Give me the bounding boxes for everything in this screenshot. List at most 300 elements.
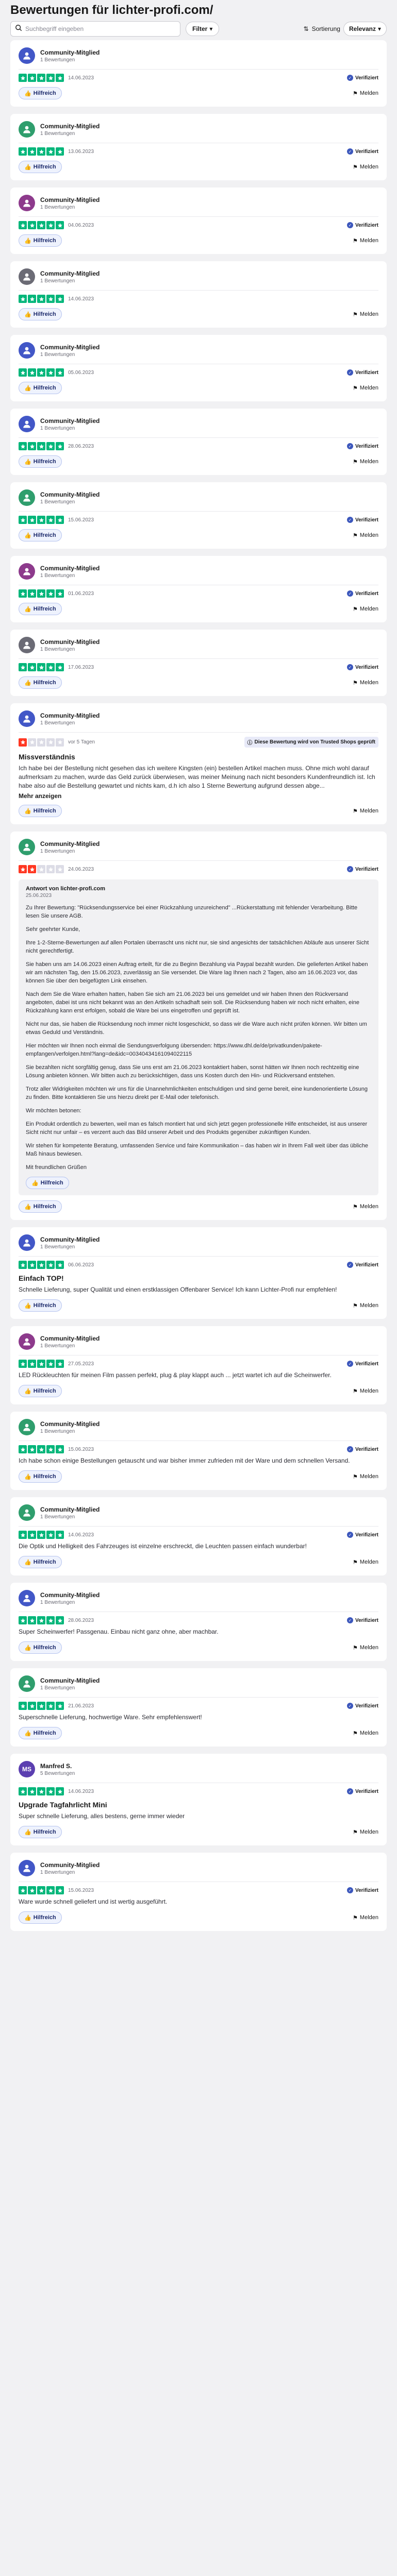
report-link[interactable] — [353, 238, 378, 244]
reviewer-name[interactable]: Community-Mitglied — [40, 1861, 100, 1869]
flag-icon: ⚑ — [353, 238, 358, 244]
avatar[interactable] — [19, 839, 35, 855]
rating-stars — [19, 221, 64, 229]
star-icon — [28, 1360, 36, 1368]
avatar[interactable] — [19, 1419, 35, 1435]
divider — [19, 1697, 378, 1698]
avatar[interactable] — [19, 1234, 35, 1251]
review-actions — [19, 234, 378, 247]
check-icon: ✓ — [347, 1703, 353, 1709]
star-icon — [37, 1787, 45, 1795]
verified-badge[interactable] — [347, 1788, 378, 1794]
sort-select[interactable] — [343, 22, 387, 36]
helpful-button[interactable] — [19, 805, 62, 817]
helpful-button[interactable] — [19, 1299, 62, 1312]
star-icon — [19, 1261, 27, 1269]
report-label: Melden — [359, 1388, 378, 1394]
avatar[interactable] — [19, 195, 35, 211]
avatar[interactable] — [19, 1675, 35, 1692]
reviewer-name[interactable]: Community-Mitglied — [40, 1676, 100, 1684]
helpful-button[interactable] — [19, 455, 62, 468]
report-link[interactable] — [353, 808, 378, 815]
rating-stars — [19, 1616, 64, 1624]
star-icon — [56, 1616, 64, 1624]
thumbs-up-icon: 👍 — [24, 90, 31, 97]
report-label: Melden — [359, 238, 378, 244]
reply-paragraph: Sie haben uns am 14.06.2023 einen Auftrag erteilt, für die zu Beginn Bezahlung via Paypal bezahlt wurden. Die gelieferten Artikel haben wir am nächsten Tag, den 15.06.2023, zuverlässig an Sie versendet. Die Ware lag Ihnen nach 2 Tagen, also am 16.06.2023 vor, das können Sie über den beigefügten Link einsehen. — [26, 961, 368, 984]
check-icon: ✓ — [347, 517, 353, 523]
star-icon — [56, 295, 64, 303]
star-icon — [56, 1445, 64, 1453]
verified-label: Verifiziert — [355, 1446, 378, 1452]
reviewer — [40, 1677, 100, 1691]
report-link[interactable] — [353, 311, 378, 318]
review-actions — [19, 1911, 378, 1924]
avatar[interactable] — [19, 637, 35, 653]
review-card — [10, 40, 387, 107]
star-icon — [46, 1616, 55, 1624]
rating-stars — [19, 295, 64, 303]
avatar[interactable] — [19, 342, 35, 359]
reply-helpful-button[interactable] — [26, 1177, 69, 1189]
verified-badge[interactable] — [347, 369, 378, 376]
verified-label: Verifiziert — [355, 1532, 378, 1538]
reply-paragraph: Nach dem Sie die Ware erhalten hatten, haben Sie sich am 21.06.2023 bei uns gemeldet und wir haben Ihnen den Rückversand angeboten, dabei ist uns nicht bekannt was an den Artikeln schadhaft sein soll. Die Rücksendung haben wir noch nicht erhalten, eine Rückzahlung kann erst erfolgen, sobald die Ware bei uns eingetroffen und geprüft ist. — [26, 991, 359, 1014]
reply-author: Antwort von lichter-profi.com — [26, 886, 105, 892]
verified-badge[interactable] — [347, 443, 378, 449]
check-icon: ✓ — [347, 1446, 353, 1452]
review-card — [10, 832, 387, 1220]
helpful-label: Hilfreich — [33, 238, 56, 244]
verified-label: Verifiziert — [355, 148, 378, 155]
thumbs-up-icon: 👍 — [24, 1645, 31, 1651]
divider — [19, 658, 378, 659]
avatar[interactable] — [19, 416, 35, 432]
thumbs-up-icon: 👍 — [24, 459, 31, 465]
avatar[interactable] — [19, 710, 35, 727]
review-count: 1 Bewertungen — [40, 1685, 75, 1691]
review-count: 1 Bewertungen — [40, 1343, 75, 1349]
verified-label: Verifiziert — [355, 443, 378, 449]
reply-paragraph: Mit freundlichen Grüßen — [26, 1164, 87, 1171]
avatar[interactable] — [19, 268, 35, 285]
verified-badge[interactable] — [347, 1532, 378, 1538]
reviewer-name[interactable]: Community-Mitglied — [40, 48, 100, 56]
report-label: Melden — [359, 532, 378, 538]
verified-badge[interactable] — [347, 1361, 378, 1367]
report-label: Melden — [359, 680, 378, 686]
report-link[interactable] — [353, 90, 378, 97]
reviewer — [40, 1506, 100, 1520]
reviewer-name[interactable]: Community-Mitglied — [40, 564, 100, 572]
avatar[interactable] — [19, 489, 35, 506]
review-header — [19, 637, 378, 653]
reviewer-name[interactable]: Community-Mitglied — [40, 490, 100, 498]
thumbs-up-icon: 👍 — [24, 1388, 31, 1395]
star-icon — [28, 1261, 36, 1269]
show-more-link[interactable]: Mehr anzeigen — [19, 792, 62, 800]
verified-badge[interactable] — [347, 1262, 378, 1268]
report-link[interactable] — [353, 459, 378, 465]
verified-badge[interactable] — [347, 1446, 378, 1452]
report-link[interactable] — [353, 1302, 378, 1309]
helpful-label: Hilfreich — [33, 1302, 56, 1309]
reviewer — [40, 1335, 100, 1349]
star-icon — [46, 368, 55, 377]
review-date: 24.06.2023 — [68, 866, 94, 872]
star-icon — [37, 1261, 45, 1269]
avatar[interactable]: MS — [19, 1761, 35, 1777]
review-meta — [19, 663, 378, 671]
flag-icon: ⚑ — [353, 808, 358, 815]
star-icon — [28, 1886, 36, 1894]
helpful-button[interactable] — [19, 676, 62, 689]
star-icon — [28, 865, 36, 873]
review-actions — [19, 529, 378, 541]
star-icon — [46, 1261, 55, 1269]
star-icon — [56, 1702, 64, 1710]
avatar[interactable] — [19, 563, 35, 580]
review-date: 21.06.2023 — [68, 1703, 94, 1709]
star-icon — [19, 1616, 27, 1624]
review-card — [10, 482, 387, 549]
report-link[interactable] — [353, 1829, 378, 1836]
star-icon — [46, 74, 55, 82]
review-header — [19, 489, 378, 506]
verified-badge[interactable] — [347, 517, 378, 523]
reviewer-name[interactable]: Community-Mitglied — [40, 417, 100, 425]
report-label: Melden — [359, 1302, 378, 1309]
helpful-button[interactable] — [19, 382, 62, 394]
rating-stars — [19, 368, 64, 377]
review-date: 17.06.2023 — [68, 664, 94, 670]
star-icon — [56, 1261, 64, 1269]
filter-label: Filter — [192, 25, 208, 32]
review-header — [19, 342, 378, 359]
star-icon — [28, 1616, 36, 1624]
rating-stars — [19, 1261, 64, 1269]
review-card — [10, 1412, 387, 1490]
helpful-button[interactable] — [19, 1727, 62, 1739]
thumbs-up-icon: 👍 — [24, 164, 31, 171]
review-date: 04.06.2023 — [68, 222, 94, 228]
flag-icon: ⚑ — [353, 1645, 358, 1651]
review-meta — [19, 737, 378, 748]
star-icon — [46, 295, 55, 303]
helpful-button[interactable] — [19, 234, 62, 247]
star-icon — [28, 663, 36, 671]
reviewer-name[interactable]: Community-Mitglied — [40, 638, 100, 646]
report-link[interactable] — [353, 1473, 378, 1480]
review-meta — [19, 442, 378, 450]
search-box[interactable] — [10, 21, 180, 37]
review-header — [19, 268, 378, 285]
verified-label: Verifiziert — [355, 1703, 378, 1709]
star-icon — [19, 295, 27, 303]
review-header — [19, 1860, 378, 1876]
reply-paragraph: Ein Produkt ordentlich zu bewerten, weil man es falsch montiert hat und sich jetzt gegen professionelle Hilfe entscheidet, ist aus unserer Sicht nicht nur unfair – es verzerrt auch das Bild unserer Arbeit und des Produkts gegenüber zukünftigen Kunden. — [26, 1121, 368, 1136]
flag-icon: ⚑ — [353, 1730, 358, 1737]
star-icon — [56, 663, 64, 671]
star-icon — [56, 589, 64, 598]
reviewer-name[interactable]: Community-Mitglied — [40, 269, 100, 277]
report-label: Melden — [359, 385, 378, 391]
search-input[interactable] — [25, 25, 176, 32]
divider — [19, 437, 378, 438]
reviewer-name[interactable]: Community-Mitglied — [40, 1505, 100, 1513]
reviewer — [40, 1591, 100, 1605]
verified-label: Verifiziert — [355, 1617, 378, 1623]
review-card — [10, 1754, 387, 1845]
avatar[interactable] — [19, 1860, 35, 1876]
verified-label: Verifiziert — [355, 590, 378, 597]
review-header — [19, 1419, 378, 1435]
verified-badge[interactable] — [347, 664, 378, 670]
reviewer-name[interactable]: Community-Mitglied — [40, 1591, 100, 1599]
review-card — [10, 556, 387, 622]
flag-icon: ⚑ — [353, 1204, 358, 1210]
verified-badge[interactable] — [347, 1887, 378, 1893]
review-meta — [19, 1702, 378, 1710]
star-icon — [37, 865, 45, 873]
rating-stars — [19, 1886, 64, 1894]
report-link[interactable] — [353, 532, 378, 539]
helpful-label: Hilfreich — [33, 1204, 56, 1210]
reviewer-name[interactable]: Community-Mitglied — [40, 122, 100, 130]
rating-stars — [19, 1702, 64, 1710]
helpful-label: Hilfreich — [33, 532, 56, 538]
report-link[interactable] — [353, 385, 378, 392]
page-title: Bewertungen für lichter-profi.com/ — [10, 3, 213, 17]
verified-label: Verifiziert — [355, 1361, 378, 1367]
verified-badge[interactable] — [347, 1703, 378, 1709]
report-link[interactable] — [353, 1559, 378, 1566]
review-count: 1 Bewertungen — [40, 204, 75, 210]
reviewer-name[interactable]: Community-Mitglied — [40, 1334, 100, 1342]
star-icon — [28, 74, 36, 82]
review-header — [19, 563, 378, 580]
check-icon: ✓ — [347, 1617, 353, 1623]
review-text: Ware wurde schnell geliefert und ist wertig ausgeführt. — [19, 1898, 168, 1905]
verified-badge[interactable] — [347, 1617, 378, 1623]
check-icon: ✓ — [347, 1532, 353, 1538]
reviewer-name[interactable]: Community-Mitglied — [40, 711, 100, 719]
star-icon — [46, 1445, 55, 1453]
report-label: Melden — [359, 1829, 378, 1835]
review-header — [19, 1761, 378, 1777]
review-actions — [19, 455, 378, 468]
reviewer-name[interactable]: Community-Mitglied — [40, 343, 100, 351]
avatar[interactable] — [19, 1333, 35, 1350]
reviewer-name[interactable]: Manfred S. — [40, 1762, 72, 1770]
check-icon: ✓ — [347, 443, 353, 449]
star-icon — [37, 1360, 45, 1368]
review-date: 14.06.2023 — [68, 75, 94, 81]
review-card — [10, 1668, 387, 1747]
review-count: 1 Bewertungen — [40, 499, 75, 505]
star-icon — [19, 663, 27, 671]
star-icon — [19, 1787, 27, 1795]
star-icon — [37, 295, 45, 303]
report-link[interactable] — [353, 1914, 378, 1921]
helpful-button[interactable] — [19, 1641, 62, 1654]
rating-stars — [19, 1445, 64, 1453]
avatar[interactable] — [19, 47, 35, 64]
report-link[interactable] — [353, 1388, 378, 1395]
star-icon — [46, 442, 55, 450]
star-icon — [37, 1886, 45, 1894]
check-icon: ✓ — [347, 1887, 353, 1893]
avatar[interactable] — [19, 121, 35, 138]
review-card — [10, 1583, 387, 1661]
verified-badge[interactable] — [347, 75, 378, 81]
thumbs-up-icon: 👍 — [24, 1914, 31, 1921]
star-icon — [46, 1787, 55, 1795]
review-actions — [19, 805, 378, 817]
review-title: Missverständnis — [19, 753, 75, 761]
review-date: 14.06.2023 — [68, 296, 94, 302]
verified-badge[interactable] — [347, 866, 378, 872]
rating-stars — [19, 663, 64, 671]
helpful-button[interactable] — [19, 161, 62, 173]
reviewer — [40, 712, 100, 726]
helpful-button[interactable] — [19, 1470, 62, 1483]
review-card — [10, 188, 387, 254]
star-icon — [19, 442, 27, 450]
rating-stars — [19, 1531, 64, 1539]
verified-label: Verifiziert — [355, 1788, 378, 1794]
verified-label: Verifiziert — [355, 866, 378, 872]
star-icon — [28, 1702, 36, 1710]
star-icon — [46, 738, 55, 747]
helpful-label: Hilfreich — [33, 1829, 56, 1835]
helpful-button[interactable] — [19, 308, 62, 320]
avatar[interactable] — [19, 1504, 35, 1521]
report-label: Melden — [359, 1559, 378, 1565]
flag-icon: ⚑ — [353, 1914, 358, 1921]
check-icon: ✓ — [347, 590, 353, 597]
review-card — [10, 703, 387, 824]
review-count: 1 Bewertungen — [40, 278, 75, 284]
avatar[interactable] — [19, 1590, 35, 1606]
report-link[interactable] — [353, 1645, 378, 1651]
helpful-button[interactable] — [19, 87, 62, 99]
report-link[interactable] — [353, 1730, 378, 1737]
reply-paragraph: Trotz aller Widrigkeiten möchten wir uns für die Unannehmlichkeiten entschuldigen und sind gerne bereit, eine kundenorientierte Lösung zu finden. Bitte kontaktieren Sie uns hierzu direkt per E-Mail oder telefonisch. — [26, 1086, 368, 1100]
review-text: Die Optik und Helligkeit des Fahrzeuges ist einzelne erschreckt, die Leuchten passen einfach wunderbar! — [19, 1543, 307, 1550]
star-icon — [28, 589, 36, 598]
review-header — [19, 1590, 378, 1606]
report-link[interactable] — [353, 164, 378, 171]
review-meta — [19, 221, 378, 229]
reviewer — [40, 565, 100, 579]
star-icon — [19, 738, 27, 747]
check-icon: ✓ — [347, 866, 353, 872]
company-reply — [19, 879, 378, 1195]
divider — [19, 511, 378, 512]
reviewer — [40, 417, 100, 431]
star-icon — [37, 1616, 45, 1624]
helpful-button[interactable] — [19, 1385, 62, 1397]
review-actions — [19, 1641, 378, 1654]
reviewer-name[interactable]: Community-Mitglied — [40, 840, 100, 848]
star-icon — [56, 1360, 64, 1368]
verified-badge[interactable] — [347, 222, 378, 228]
star-icon — [37, 1445, 45, 1453]
review-date: 14.06.2023 — [68, 1532, 94, 1538]
star-icon — [19, 1886, 27, 1894]
verified-badge[interactable] — [347, 590, 378, 597]
review-meta — [19, 1445, 378, 1453]
review-date: 28.06.2023 — [68, 443, 94, 449]
helpful-button[interactable] — [19, 1826, 62, 1838]
report-label: Melden — [359, 1914, 378, 1921]
reviewer-name[interactable]: Community-Mitglied — [40, 1420, 100, 1428]
report-label: Melden — [359, 164, 378, 170]
reply-paragraph: Hier möchten wir Ihnen noch einmal die Sendungsverfolgung übersenden: https://www.dhl.de/de/privatkunden/pakete-empfangen/verfolgen.html?lang=de&idc=00340434161094022115 — [26, 1043, 322, 1057]
rating-stars — [19, 1787, 64, 1795]
star-icon — [46, 1886, 55, 1894]
star-icon — [37, 589, 45, 598]
helpful-label: Hilfreich — [33, 1473, 56, 1480]
reviewer-name[interactable]: Community-Mitglied — [40, 1235, 100, 1243]
verified-label: Verifiziert — [355, 222, 378, 228]
chevron-down-icon: ▾ — [209, 25, 213, 32]
flag-icon: ⚑ — [353, 1559, 358, 1566]
review-text: Schnelle Lieferung, super Qualität und einen erstklassigen Offenbarer Service! Ich kann Lichter-Profi nur empfehlen! — [19, 1286, 337, 1293]
star-icon — [19, 147, 27, 156]
star-icon — [37, 1702, 45, 1710]
verified-badge[interactable] — [347, 148, 378, 155]
helpful-label: Hilfreich — [33, 808, 56, 814]
rating-stars — [19, 516, 64, 524]
report-label: Melden — [359, 1730, 378, 1736]
reply-paragraph: Wir stehen für kompetente Beratung, umfassenden Service und faire Kommunikation – das haben wir in Ihrem Fall weit über das übliche Maß hinaus bewiesen. — [26, 1143, 369, 1157]
star-icon — [37, 738, 45, 747]
report-link[interactable] — [353, 606, 378, 613]
review-header — [19, 1234, 378, 1251]
report-label: Melden — [359, 808, 378, 814]
review-text: Ich habe bei der Bestellung nicht gesehen das ich weitere Kingsten (ein) bestellen Artikel machen muss. Ohne mich wohl darauf aufmerksam zu machen, wurde das Geld zurück überwiesen, was meiner Meinung nach nicht besonders Kundenfreundlich ist. Ich habe also auf die Bestellung gewartet und nichts kam, d.h ich also 1 Sterne Bewertung aufgrund dessen abge... — [19, 765, 375, 789]
review-card — [10, 1326, 387, 1404]
report-link[interactable] — [353, 1204, 378, 1210]
star-icon — [28, 738, 36, 747]
rating-stars — [19, 74, 64, 82]
star-icon — [56, 1787, 64, 1795]
filter-button[interactable] — [186, 22, 219, 36]
helpful-button[interactable] — [19, 529, 62, 541]
review-text: Superschnelle Lieferung, hochwertige Ware. Sehr empfehlenswert! — [19, 1714, 202, 1721]
helpful-button[interactable] — [19, 603, 62, 615]
reviewer — [40, 491, 100, 505]
reviewer — [40, 270, 100, 284]
thumbs-up-icon: 👍 — [24, 1302, 31, 1309]
report-link[interactable] — [353, 680, 378, 686]
star-icon — [37, 1531, 45, 1539]
reviewer — [40, 840, 100, 854]
helpful-button[interactable] — [19, 1911, 62, 1924]
star-icon — [37, 74, 45, 82]
flag-icon: ⚑ — [353, 1473, 358, 1480]
helpful-button[interactable] — [19, 1200, 62, 1213]
report-label: Melden — [359, 1645, 378, 1651]
review-meta — [19, 1531, 378, 1539]
helpful-button[interactable] — [19, 1556, 62, 1568]
review-date: 27.05.2023 — [68, 1361, 94, 1367]
helpful-label: Hilfreich — [33, 1388, 56, 1394]
reviewer-name[interactable]: Community-Mitglied — [40, 196, 100, 204]
star-icon — [56, 442, 64, 450]
